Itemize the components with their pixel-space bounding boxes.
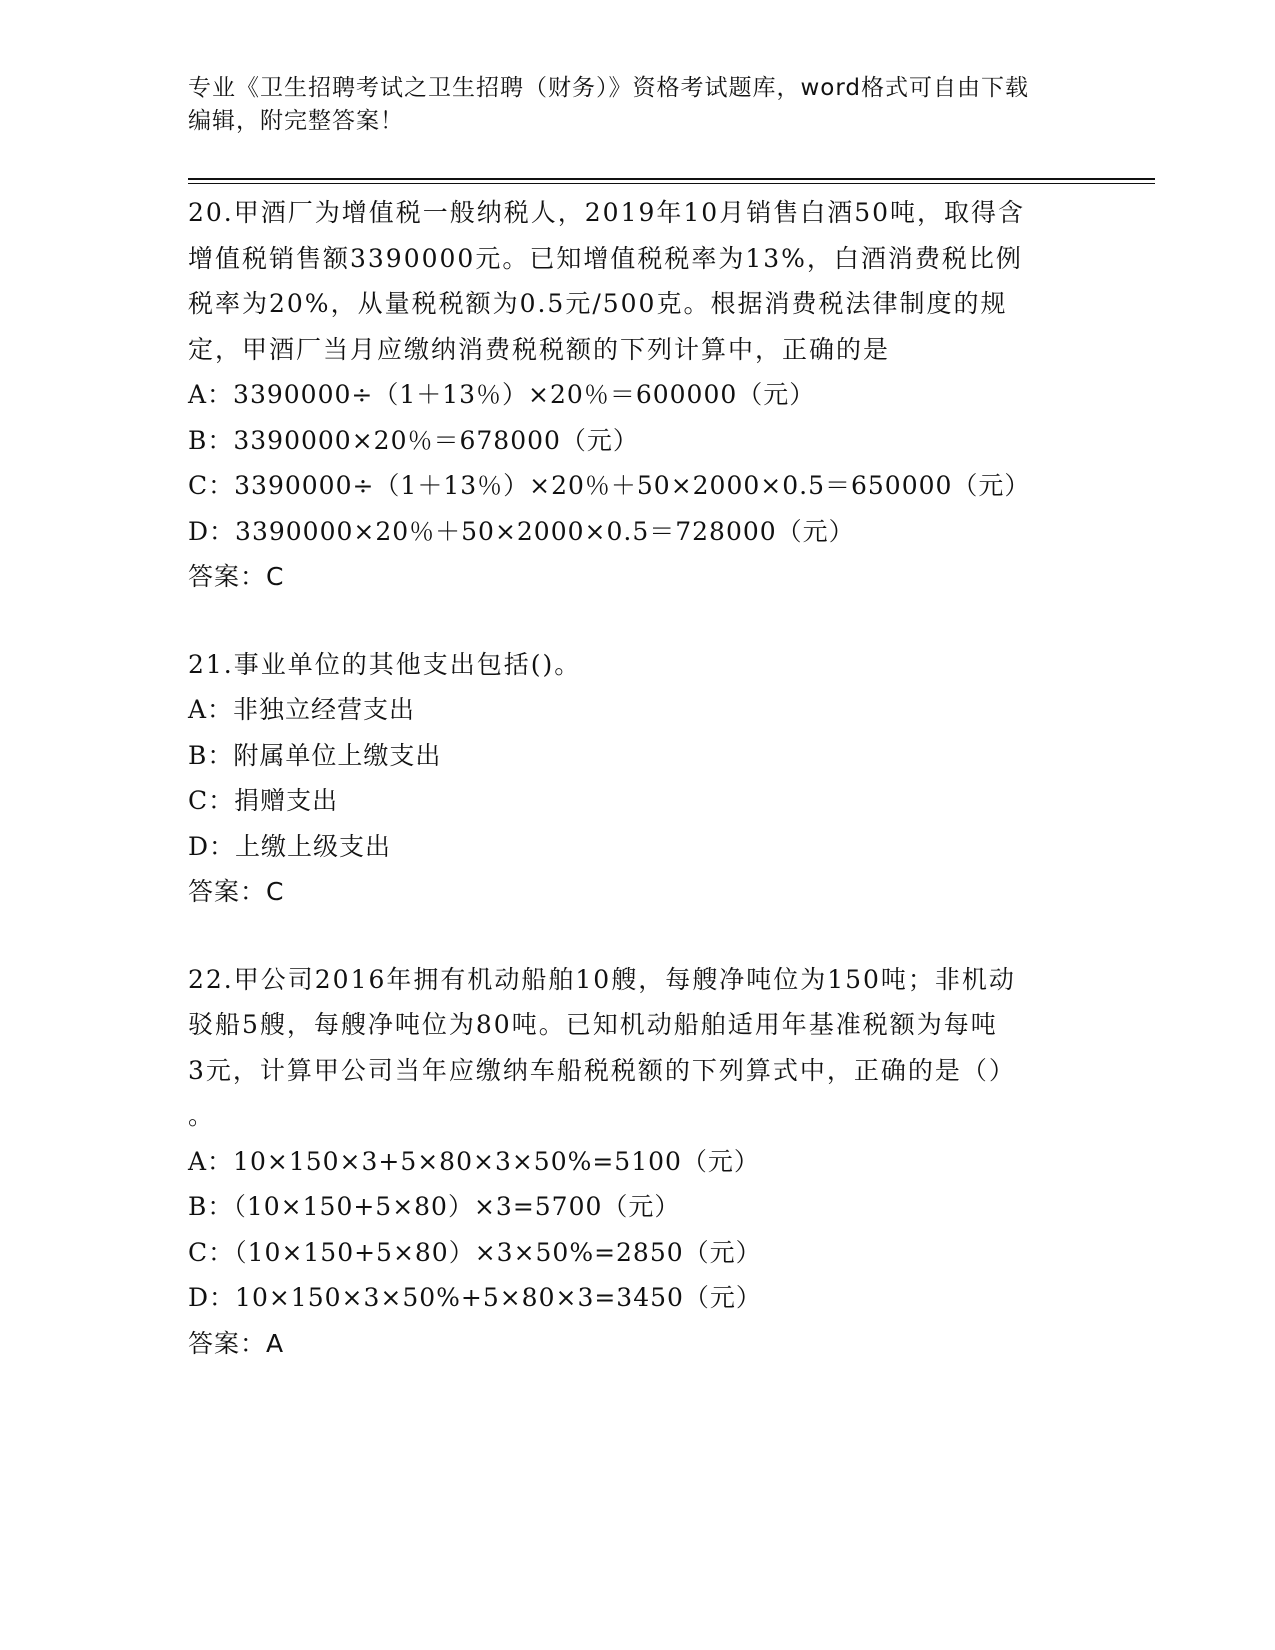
option-c: C：3390000÷（1＋13％）×20％＋50×2000×0.5＝650000（元） [188,471,1031,500]
header-divider-thin [188,183,1155,184]
answer-line: 答案：A [188,1328,285,1358]
option-d: D：上缴上级支出 [188,831,392,861]
question-stem-line: 3元，计算甲公司当年应缴纳车船税税额的下列算式中，正确的是（） [188,1055,1016,1085]
question-list [188,190,1088,1408]
question-stem-line: 定，甲酒厂当月应缴纳消费税税额的下列计算中，正确的是 [188,334,891,364]
option-a: A：非独立经营支出 [188,695,416,724]
header-line-1: 专业《卫生招聘考试之卫生招聘（财务）》资格考试题库，word格式可自由下载 [188,75,1030,101]
option-d: D：10×150×3×50%+5×80×3=3450（元） [188,1283,762,1312]
header-line-2: 编辑，附完整答案！ [188,108,404,134]
question-stem-line: 22.甲公司2016年拥有机动船舶10艘，每艘净吨位为150吨；非机动 [188,964,1016,994]
question-20 [188,190,1088,600]
question-stem-line: 增值税销售额3390000元。已知增值税税率为13%，白酒消费税比例 [188,243,1023,273]
question-stem-line: 。 [188,1101,216,1130]
option-a: A：3390000÷（1＋13％）×20％＝600000（元） [188,380,816,409]
question-stem-line: 20.甲酒厂为增值税一般纳税人，2019年10月销售白酒50吨，取得含 [188,198,1026,227]
page-header [188,72,1088,138]
option-a: A：10×150×3+5×80×3×50%=5100（元） [188,1146,760,1176]
option-c: C：捐赠支出 [188,786,339,815]
question-21 [188,642,1088,915]
option-b: B：3390000×20％＝678000（元） [188,425,639,455]
answer-line: 答案：C [188,877,285,906]
option-b: B：（10×150+5×80）×3=5700（元） [188,1192,681,1221]
question-stem-line: 21.事业单位的其他支出包括()。 [188,649,582,679]
option-c: C：（10×150+5×80）×3×50%=2850（元） [188,1237,762,1267]
header-divider-thick [188,178,1155,180]
question-stem-line: 驳船5艘，每艘净吨位为80吨。已知机动船舶适用年基准税额为每吨 [188,1010,998,1039]
option-b: B：附属单位上缴支出 [188,740,442,770]
question-stem-line: 税率为20%，从量税税额为0.5元/500克。根据消费税法律制度的规 [188,289,1008,318]
answer-line: 答案：C [188,562,285,591]
question-22 [188,957,1088,1367]
option-d: D：3390000×20％＋50×2000×0.5＝728000（元） [188,516,855,546]
